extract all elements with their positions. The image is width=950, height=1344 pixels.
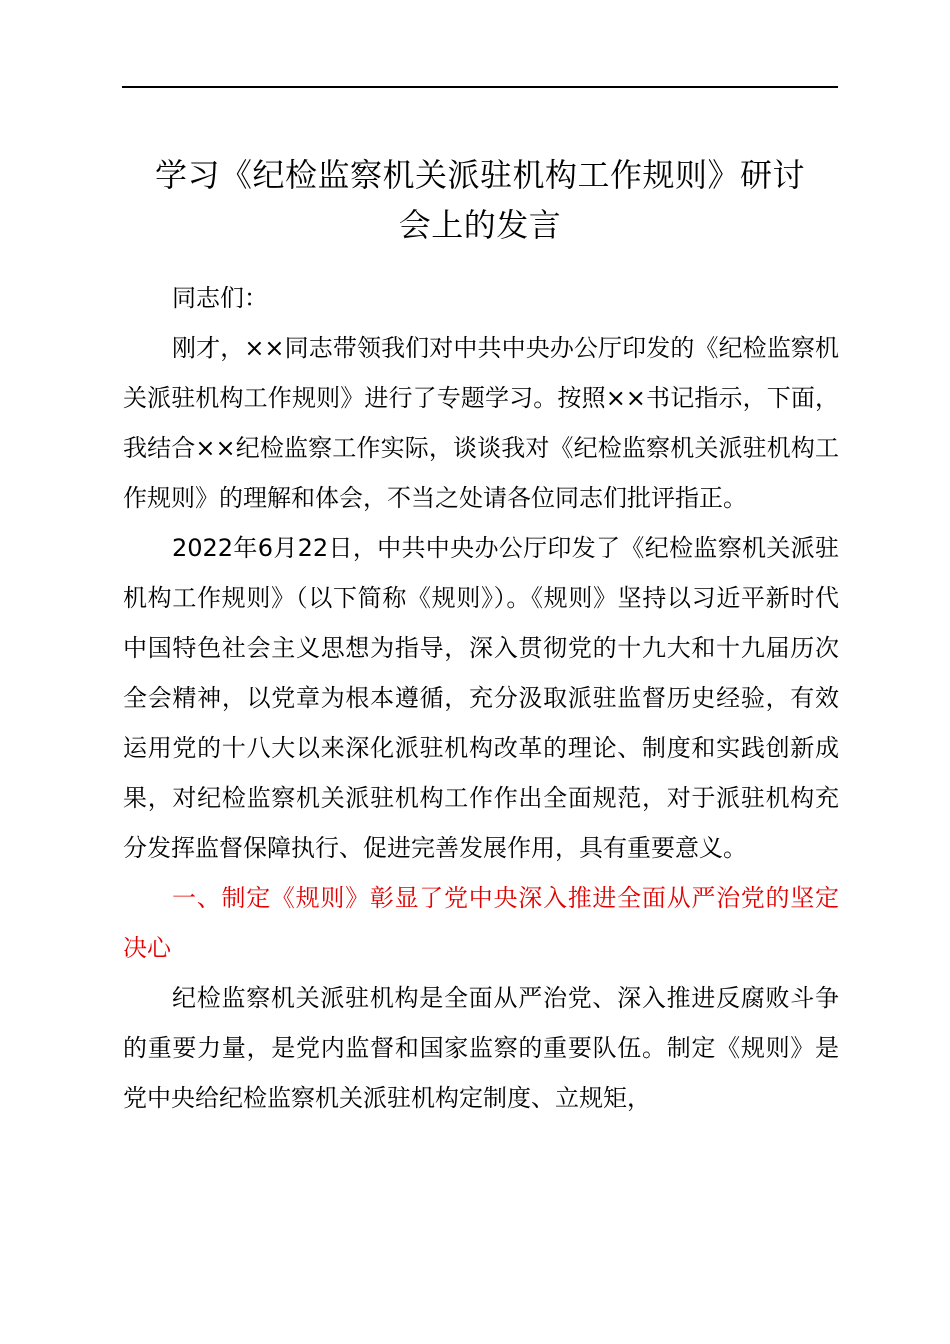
paragraph-section-1: 纪检监察机关派驻机构是全面从严治党、深入推进反腐败斗争的重要力量，是党内监督和国家监察的重要队伍。制定《规则》是党中央给纪检监察机关派驻机构定制度、立规矩， <box>123 984 839 1112</box>
title-line-1: 学习《纪检监察机关派驻机构工作规则》研讨 <box>154 156 805 194</box>
paragraph-intro: 刚才，××同志带领我们对中共中央办公厅印发的《纪检监察机关派驻机构工作规则》进行了专题学习。按照××书记指示，下面，我结合××纪检监察工作实际，谈谈我对《纪检监察机关派驻机构工作规则》的理解和体会，不当之处请各位同志们批评指正。 <box>123 334 839 512</box>
header-rule <box>122 86 838 88</box>
paragraph-background: 2022年6月22日，中共中央办公厅印发了《纪检监察机关派驻机构工作规则》（以下简称《规则》）。《规则》坚持以习近平新时代中国特色社会主义思想为指导，深入贯彻党的十九大和十九届历次全会精神，以党章为根本遵循，充分汲取派驻监督历史经验，有效运用党的十八大以来深化派驻机构改革的理论、制度和实践创新成果，对纪检监察机关派驻机构工作作出全面规范，对于派驻机构充分发挥监督保障执行、促进完善发展作用，具有重要意义。 <box>123 534 839 862</box>
document-body <box>123 273 839 1123</box>
section-heading-1: 一、制定《规则》彰显了党中央深入推进全面从严治党的坚定决心 <box>123 884 839 962</box>
document-title <box>110 150 850 250</box>
salutation: 同志们： <box>172 284 268 312</box>
title-line-2: 会上的发言 <box>398 206 562 244</box>
